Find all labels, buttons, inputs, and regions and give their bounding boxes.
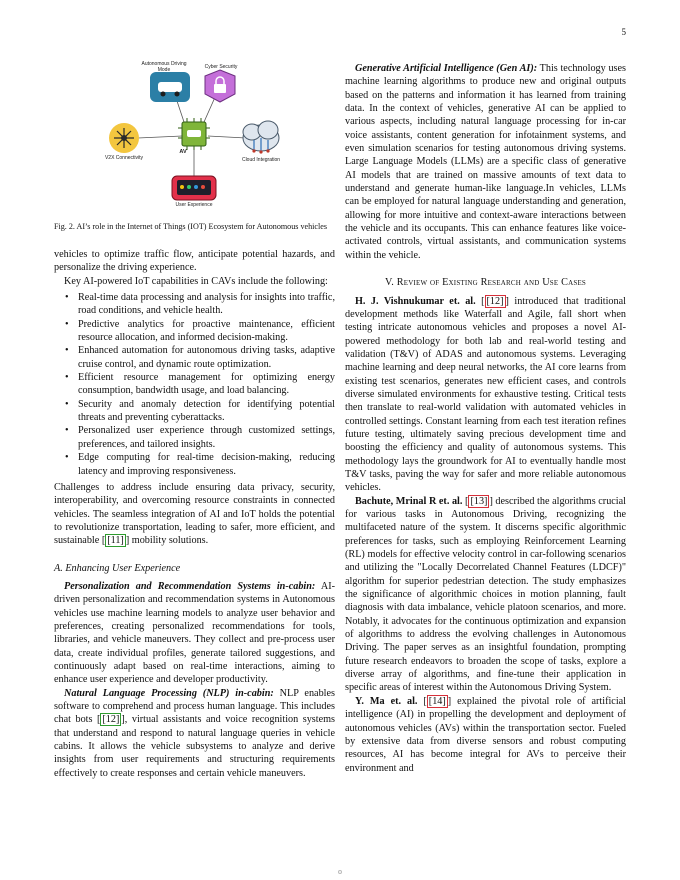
page-number: 5 xyxy=(621,27,626,37)
label-cloud-integration: Cloud Integration xyxy=(241,157,281,163)
citation-link[interactable]: [11] xyxy=(107,535,124,547)
list-item: • Edge computing for real-time decision-making, reducing latency and improving responsiveness. xyxy=(54,451,335,478)
label-cyber-security: Cyber Security xyxy=(204,64,238,70)
right-column xyxy=(345,62,626,775)
capability-list xyxy=(54,291,335,478)
section-heading xyxy=(345,276,626,289)
user-experience-icon xyxy=(172,176,216,200)
citation-link[interactable]: [14] xyxy=(428,695,446,707)
text: Challenges to address include ensuring data privacy, security, interoperability, and overcoming resource constraints in connected vehicles. The seamless integration of AI and IoT holds the potential to revolutionize transportation, leading to safer, more efficient, and sustainable [ xyxy=(54,481,335,547)
text: ], virtual assistants and voice recognition systems that understand and respond to natural language queries in vehicle cabins. It allows the vehicle subsystems to analyze and derive insights from user requirements and structuring requirements effectively to create responses and certain vehicle maneuvers. xyxy=(54,714,336,779)
citation-link[interactable]: [13] xyxy=(470,495,488,507)
paragraph xyxy=(345,62,626,262)
label-av: AV xyxy=(179,149,187,155)
section-title: Review of Existing Research and Use Cases xyxy=(396,277,587,289)
text: NLP enables software to comprehend and process human language. This includes chat bots [ xyxy=(54,687,335,726)
list-item: • Predictive analytics for proactive maintenance, efficient resource allocation, and informed decision-making. xyxy=(54,318,335,345)
figure-ai-iot xyxy=(54,58,335,218)
label-v2x-connectivity: V2X Connectivity xyxy=(104,155,144,161)
citation-link[interactable]: [12] xyxy=(486,295,504,307)
av-chip-icon xyxy=(178,118,210,150)
run-in-heading: Generative Artificial Intelligence (Gen AI): xyxy=(355,63,538,74)
author-name: Bachute, Mrinal R et. al. xyxy=(355,495,463,507)
list-item: • Real-time data processing and analysis for insights into traffic, road conditions, and vehicle health. xyxy=(54,291,335,318)
text: [ xyxy=(475,295,485,307)
subsection-heading: A. Enhancing User Experience xyxy=(54,562,181,574)
paragraph xyxy=(345,495,626,695)
run-in-heading: Natural Language Processing (NLP) in-cabin: xyxy=(64,687,274,699)
left-column xyxy=(54,58,335,780)
iot-diagram xyxy=(54,58,335,218)
text: [ xyxy=(417,695,427,707)
paragraph xyxy=(54,580,335,687)
text: ] described the algorithms crucial for various tasks in Autonomous Driving, recognizing the multifaceted nature of the system. It discerns specific algorithmic preferences for tasks, such as employing Reinforcement Learning (RL) models for effective velocity control in car-following scenarios and utilizing the "Locally Decorrelated Channel Features (LDCF)" algorithm for superior pedestrian detection. The study emphasizes the significance of algorithmic choices in motion planning, fault diagnosis with data imbalance, vehicle platoon scenarios, and more. Notably, it advocates for the continuous optimization and expansion of algorithms to address the evolving challenges in Autonomous Driving. The paper serves as an insightful foundation, prompting future research endeavors to broaden the scope of tasks, explore a diverse array of algorithms, and fine-tune their application in specific areas of interest within the Autonomous Driving System. xyxy=(345,495,626,694)
list-item: • Security and anomaly detection for identifying potential threats and preventing cyberattacks. xyxy=(54,398,335,425)
list-item: • Personalized user experience through customized settings, preferences, and tailored insights. xyxy=(54,424,335,451)
cloud-integration-icon xyxy=(243,121,279,154)
text: This technology uses machine learning algorithms to produce new and original outputs based on the patterns and information it has learned from training data. In the context of vehicles, generative AI can be applied to various aspects, including natural language processing for in-car voice assistants, content generation for infotainment systems, and even simulation scenarios for testing autonomous driving systems. Large Language Models (LLMs) are a specific class of generative AI models that are trained on massive amounts of text data to understand and generate human-like language.In vehicles, LLMs can be employed for natural language understanding and generation, allowing for more intuitive and context-aware interactions between the vehicle and its occupants. This can enhance features like voice-activated controls, virtual assistants, and communication systems within the vehicle. xyxy=(345,63,626,261)
author-name: H. J. Vishnukumar et. al. xyxy=(355,295,476,307)
citation-link[interactable]: [12] xyxy=(102,714,120,726)
footer-mark xyxy=(338,870,342,874)
figure-caption: Fig. 2. AI’s role in the Internet of Things (IOT) Ecosystem for Autonomous vehicles xyxy=(54,222,327,231)
run-in-heading: Personalization and Recommendation Systems in-cabin: xyxy=(64,580,316,592)
v2x-connectivity-icon xyxy=(109,123,139,153)
list-item: • Enhanced automation for autonomous driving tasks, adaptive cruise control, and dynamic route optimization. xyxy=(54,344,335,371)
paragraph: vehicles to optimize traffic flow, anticipate potential hazards, and personalize the driving experience. xyxy=(54,249,335,274)
text: ] explained the pivotal role of artificial intelligence (AI) in propelling the development and deployment of autonomous vehicles (AVs) within the transportation sector. Fueled by extensive data from diverse sensors and robust computing resources, AI has become integral for AVs to perceive their environment and xyxy=(345,695,627,774)
list-item: • Efficient resource management for optimizing energy consumption, bandwidth usage, and load balancing. xyxy=(54,371,335,398)
label-autonomous-driving: Autonomous Driving Mode xyxy=(141,61,187,73)
paragraph: Key AI-powered IoT capabilities in CAVs include the following: xyxy=(64,275,328,287)
paragraph xyxy=(54,687,335,780)
author-name: Y. Ma et. al. xyxy=(355,695,418,707)
text: ] introduced that traditional development methods like Waterfall and Agile, fall short when testing intricate autonomous vehicles and proposes a novel AI-powered methodology for both lab and real-world testing and validation (T&V) of ADAS and autonomous systems. Leveraging machine learning and deep neural networks, the AI core learns from existing test scenarios, generates new efficient cases, and controls diverse simulated environments for exhaustive testing. Critical tests then translate to real-world validation with automated vehicles in controlled settings. Constant learning from each test iteration refines future testing, ultimately saving precious development time and boosting the efficiency and quality of autonomous systems. This methodology lays the groundwork for AI to eventually handle most T&V tasks, paving the way for safer and more reliable autonomous vehicles. xyxy=(345,295,626,494)
text: [ xyxy=(462,495,469,507)
autonomous-driving-icon xyxy=(150,72,190,102)
cyber-security-icon xyxy=(205,70,235,102)
section-number: V. xyxy=(384,277,394,289)
text: AI-driven personalization and recommendation systems in Autonomous vehicles use machine learning models to analyze user behavior and preferences, creating personalized recommendations for tools, libraries, and vehicle maneuvers. They collect and pre-process user data, create individual profiles, generate tailored suggestions, and continuously adapt based on real-time interactions, aiming to enhance user experience and developer productivity. xyxy=(54,580,335,686)
paragraph xyxy=(345,695,626,775)
paragraph xyxy=(54,481,335,548)
paragraph xyxy=(345,295,626,495)
text: ] mobility solutions. xyxy=(125,535,209,547)
label-user-experience: User Experience xyxy=(175,202,213,208)
